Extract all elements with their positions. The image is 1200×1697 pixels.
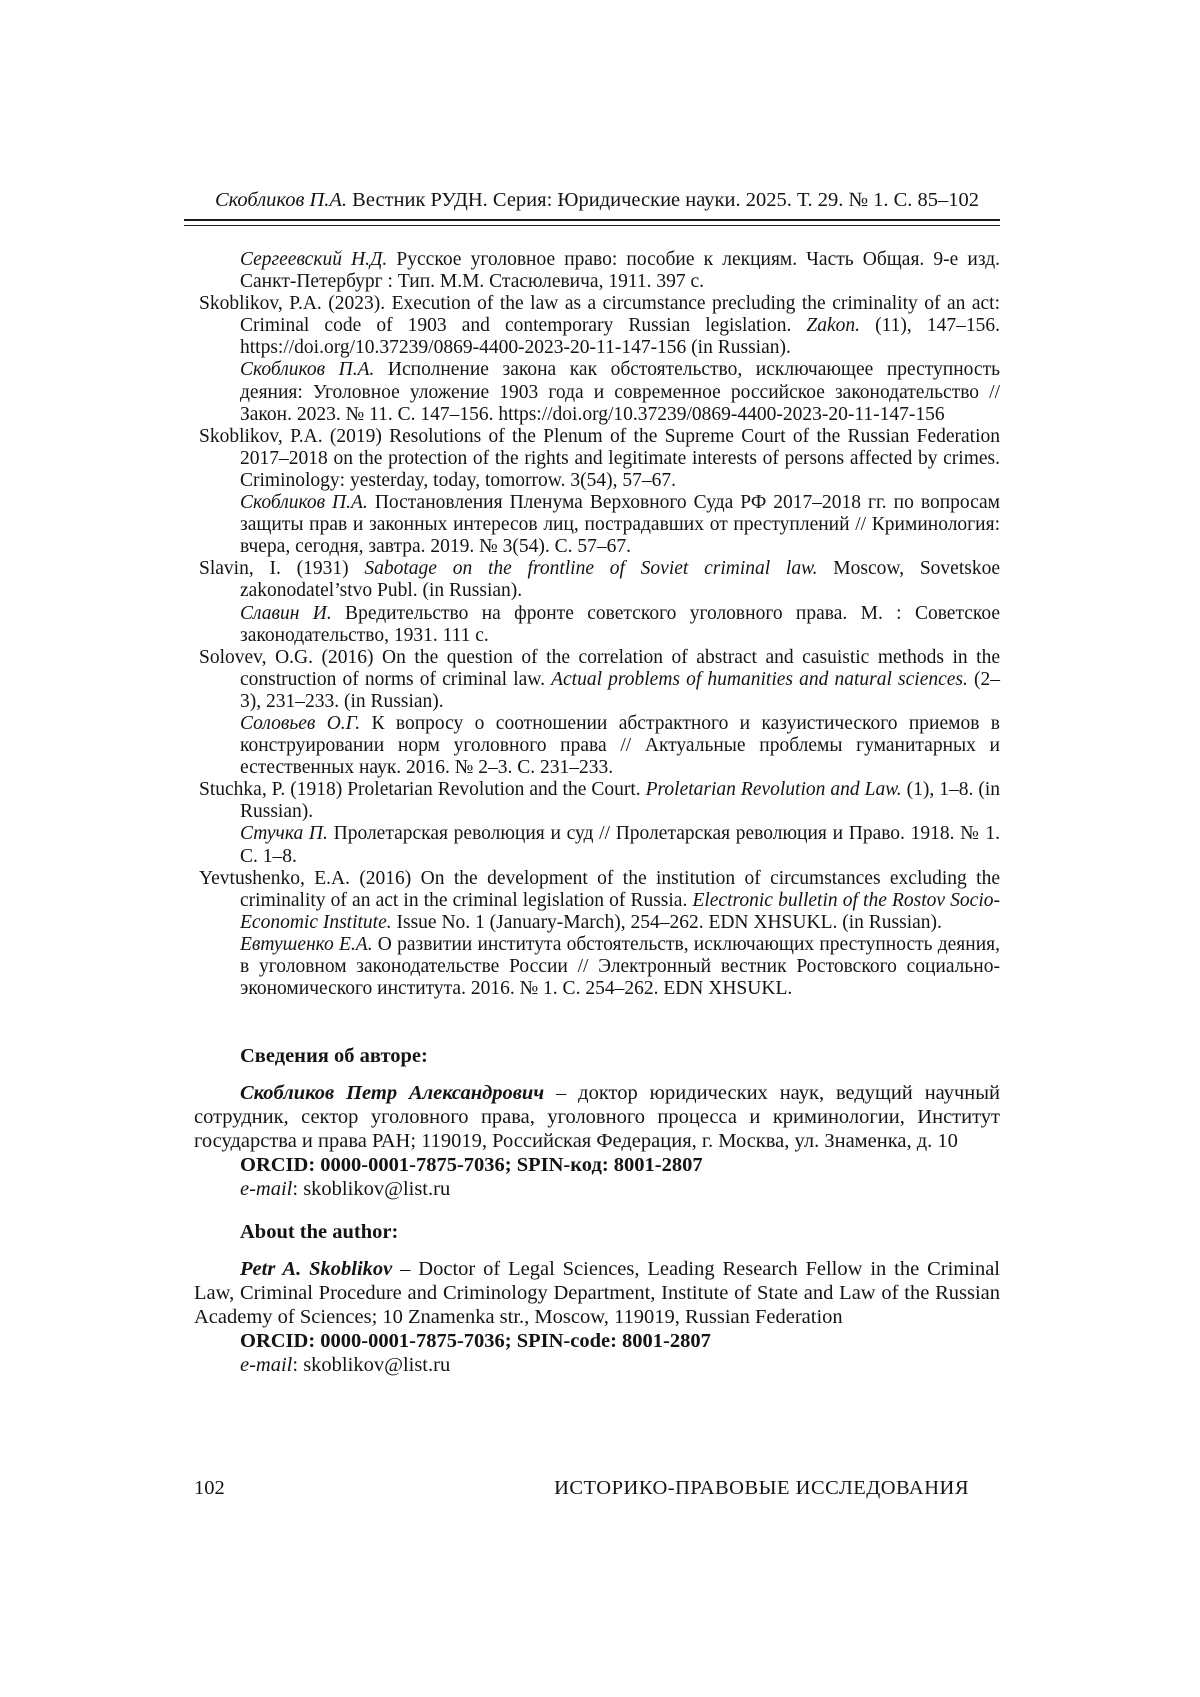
page-footer xyxy=(194,1477,969,1500)
text-segment: Yevtushenko, E.A. (2016) On the development of the institution of circumstances excluding the criminality of an act in the criminal legislation of Russia. xyxy=(199,867,1000,911)
text-segment: Русское уголовное право: пособие к лекциям. Часть Общая. 9-е изд. Санкт-Петербург : Тип. М.М. Стасюлевича, 1911. 397 с. xyxy=(240,249,1001,293)
text-segment: Стучка П. xyxy=(240,823,328,845)
author-info-en xyxy=(194,1220,1000,1377)
orcid-line-ru: ORCID: 0000-0001-7875-7036; SPIN-код: 8001-2807 xyxy=(240,1154,703,1177)
reference-entry-ru xyxy=(240,713,1000,779)
text-segment: – доктор юридических наук, ведущий научный сотрудник, сектор уголовного права, уголовного процесса и криминологии, Институт государства и права РАН; 119019, Российская Федерация, г. Москва, ул. Знаменка, д. 10 xyxy=(194,1082,1000,1153)
text-segment: Славин И. xyxy=(240,602,332,624)
header-rule xyxy=(184,219,1000,226)
section-heading-ru: Сведения об авторе: xyxy=(240,1045,428,1068)
text-segment: (11), 147–156. https://doi.org/10.37239/0869-4400-2023-20-11-147-156 (in Russian). xyxy=(240,315,1000,359)
text-segment: Petr A. Skoblikov xyxy=(240,1258,393,1281)
text-segment: : skoblikov@list.ru xyxy=(292,1354,451,1377)
email-line-en xyxy=(240,1353,1000,1377)
text-segment: Пролетарская революция и суд // Пролетарская революция и Право. 1918. № 1. С. 1–8. xyxy=(240,823,1001,867)
text-segment: Постановления Пленума Верховного Суда РФ 2017–2018 гг. по вопросам защиты прав и законных интересов лиц, пострадавших от преступлений // Криминология: вчера, сегодня, завтра. 2019. № 3(54). С. 57–67. xyxy=(240,492,1001,558)
text-segment: Moscow, Sovetskoe zakonodatel’stvo Publ. (in Russian). xyxy=(240,558,1000,602)
reference-entry-en xyxy=(199,646,1000,713)
orcid-line-en: ORCID: 0000-0001-7875-7036; SPIN-code: 8001-2807 xyxy=(240,1330,711,1353)
text-segment: (2–3), 231–233. (in Russian). xyxy=(240,668,1000,712)
reference-entry-en xyxy=(199,558,1000,602)
text-segment: Solovev, O.G. (2016) On the question of the correlation of abstract and casuistic methods in the construction of norms of criminal law. xyxy=(199,646,1000,690)
running-head xyxy=(194,188,1000,212)
text-segment: Скобликов П.А. xyxy=(240,492,368,514)
text-segment: Skoblikov, P.A. (2019) Resolutions of the Plenum of the Supreme Court of the Russian Federation 2017–2018 on the protection of the rights and legitimate interests of persons affected by crimes. Criminology: yesterday, today, tomorrow. 3(54), 57–67. xyxy=(199,425,1000,491)
reference-entry-en xyxy=(199,293,1000,359)
text-segment: Сергеевский Н.Д. xyxy=(240,249,388,270)
text-segment: Actual problems of humanities and natural sciences. xyxy=(551,668,968,690)
reference-entry-ru xyxy=(240,359,1000,425)
email-line-ru xyxy=(240,1177,1000,1201)
text-segment: К вопросу о соотношении абстрактного и казуистического приемов в конструировании норм уголовного права // Актуальные проблемы гуманитарных и естественных наук. 2016. № 2–3. С. 231–233. xyxy=(240,712,1001,779)
section-heading-en: About the author: xyxy=(240,1221,399,1244)
author-info-ru xyxy=(194,1044,1000,1201)
text-segment: Скобликов П.А. xyxy=(240,359,375,381)
text-segment: Соловьев О.Г. xyxy=(240,712,361,734)
text-segment: Proletarian Revolution and Law. xyxy=(645,779,902,801)
reference-entry-en xyxy=(199,425,1000,492)
reference-entry-en xyxy=(199,779,1001,823)
text-segment: Вестник РУДН. Серия: Юридические науки. 2025. Т. 29. № 1. С. 85–102 xyxy=(347,189,980,211)
text-segment: Zakon. xyxy=(806,315,861,337)
text-segment: Electronic bulletin of the Rostov Socio-Economic Institute. xyxy=(240,889,1000,933)
reference-entry-ru xyxy=(240,603,1000,647)
text-segment: : skoblikov@list.ru xyxy=(292,1178,451,1201)
footer-section-title: ИСТОРИКО-ПРАВОВЫЕ ИССЛЕДОВАНИЯ xyxy=(554,1477,969,1499)
text-segment: Исполнение закона как обстоятельство, исключающее преступность деяния: Уголовное уложение 1903 года и современное российское законодательство // Закон. 2023. № 11. С. 147–156. https://doi.org/10.37239/0869-4400-2023-20-11-147-156 xyxy=(240,359,1000,425)
text-segment: Skoblikov, P.A. (2023). Execution of the law as a circumstance precluding the criminality of an act: Criminal code of 1903 and contemporary Russian legislation. xyxy=(199,293,1000,337)
text-segment: Вредительство на фронте советского уголовного права. М. : Советское законодательство, 1931. 111 с. xyxy=(240,602,1000,646)
text-segment: Slavin, I. (1931) xyxy=(199,558,365,580)
text-segment: Скобликов П.А. xyxy=(214,189,348,211)
reference-entry-en xyxy=(199,867,1000,934)
text-segment: Sabotage on the frontline of Soviet criminal law. xyxy=(364,558,818,580)
text-segment: (1), 1–8. (in Russian). xyxy=(240,779,1001,823)
reference-entry-ru xyxy=(240,823,1000,867)
page-number: 102 xyxy=(194,1477,225,1499)
author-bio-en xyxy=(194,1257,1000,1329)
text-segment: Скобликов Петр Александрович xyxy=(240,1082,545,1105)
text-segment: e-mail xyxy=(240,1354,293,1377)
reference-entry-ru xyxy=(240,492,1000,558)
text-segment: Issue No. 1 (January-March), 254–262. EDN XHSUKL. (in Russian). xyxy=(391,911,942,933)
author-bio-ru xyxy=(194,1081,1000,1153)
text-segment: Евтушенко Е.А. xyxy=(240,933,373,955)
reference-entry-ru xyxy=(240,249,1000,293)
text-segment: e-mail xyxy=(240,1178,293,1201)
reference-entry-ru xyxy=(240,934,1000,1000)
text-segment: О развитии института обстоятельств, исключающих преступность деяния, в уголовном законодательстве России // Электронный вестник Ростовского социально-экономического института. 2016. № 1. С. 254–262. EDN XHSUKL. xyxy=(240,933,1000,1000)
references-list xyxy=(194,249,1000,1000)
text-segment: Stuchka, P. (1918) Proletarian Revolution and the Court. xyxy=(199,779,646,801)
text-segment: – Doctor of Legal Sciences, Leading Research Fellow in the Criminal Law, Criminal Procedure and Criminology Department, Institute of State and Law of the Russian Academy of Sciences; 10 Znamenka str., Moscow, 119019, Russian Federation xyxy=(194,1258,1000,1329)
